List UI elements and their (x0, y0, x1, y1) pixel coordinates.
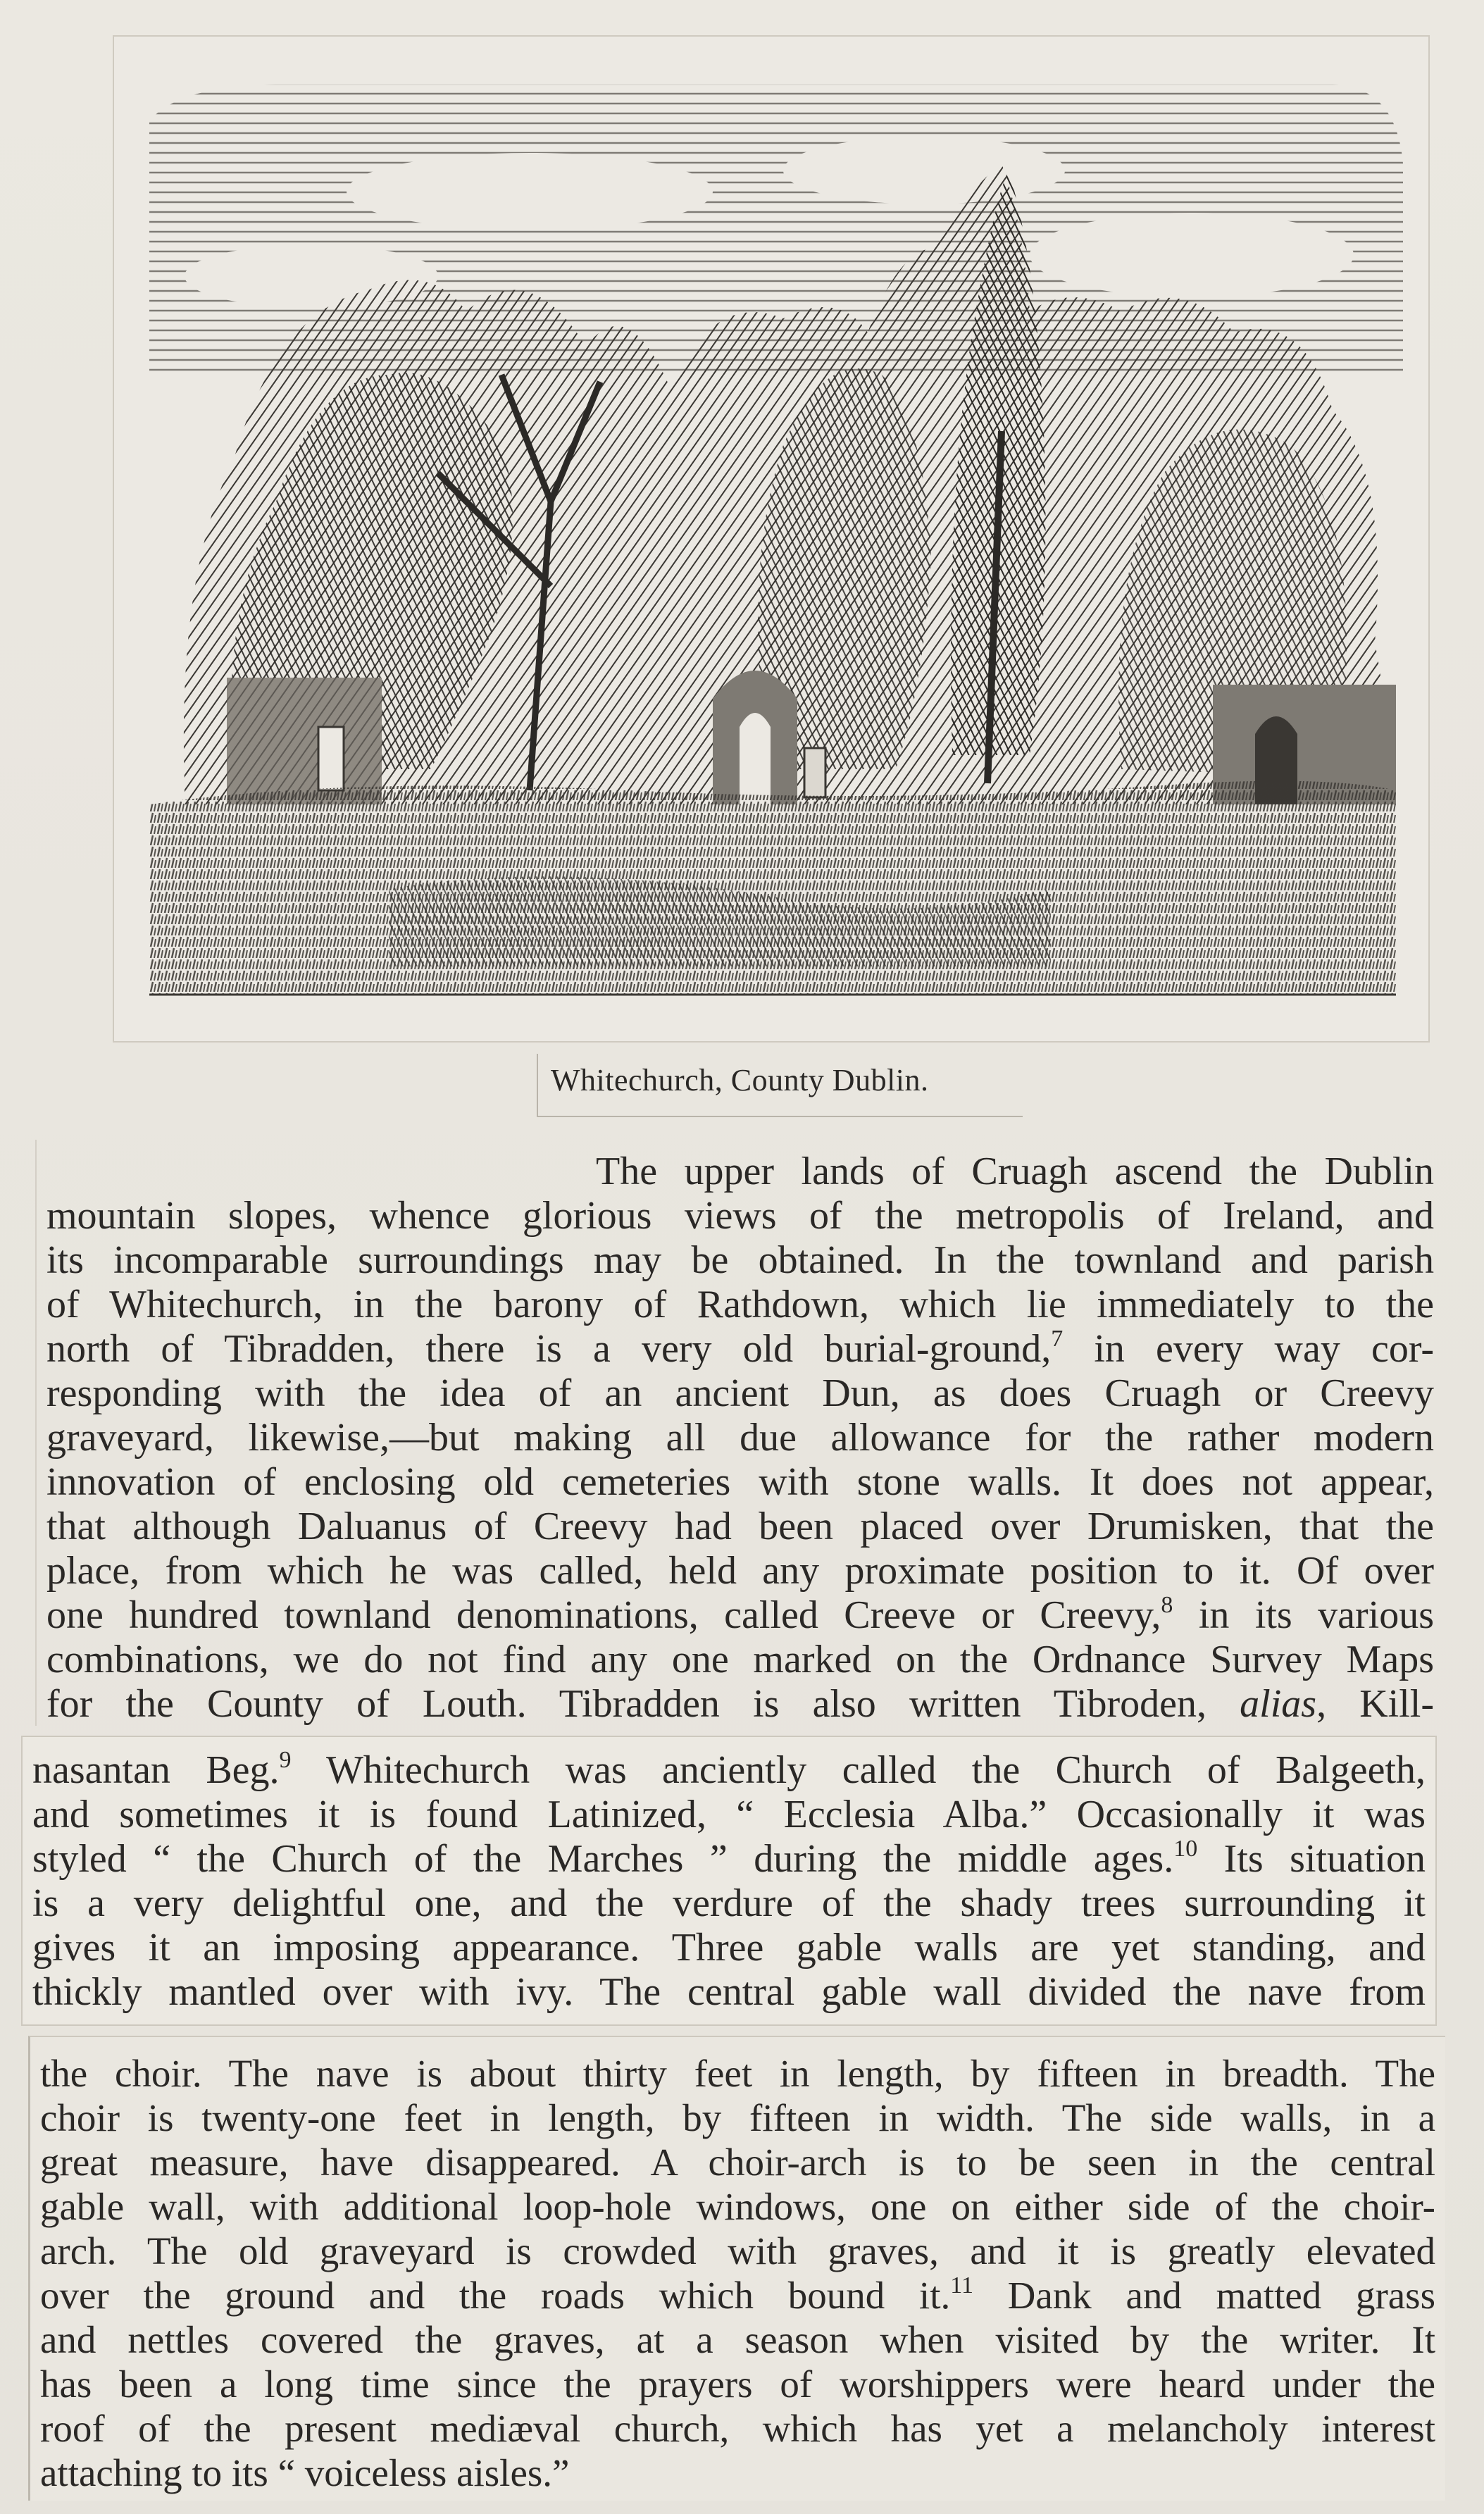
text-line-body: of Whitechurch, in the barony of Rathdown, which lie immediately to the (46, 1283, 1434, 1326)
text-line-body: attaching to its “ voiceless aisles.” (40, 2451, 570, 2494)
whitechurch-engraving (135, 79, 1410, 1044)
text-line-body: gives it an imposing appearance. Three gable walls are yet standing, and (32, 1926, 1426, 1969)
text-line-tail: , Kill- (1316, 1682, 1434, 1726)
text-line-body: one hundred townland denominations, called Creeve or Creevy, (46, 1593, 1161, 1637)
text-line (46, 1460, 1434, 1505)
text-line-body: arch. The old graveyard is crowded with graves, and it is greatly elevated (40, 2229, 1435, 2272)
text-line (46, 1682, 1434, 1726)
text-line (46, 1194, 1434, 1238)
text-line (46, 1638, 1434, 1682)
text-line (40, 2317, 1435, 2362)
text-line (32, 1881, 1426, 1926)
text-line (46, 1238, 1434, 1283)
text-line (40, 2451, 1435, 2495)
text-line-tail: in every way cor- (1063, 1327, 1434, 1371)
text-line-tail: Its situation (1197, 1837, 1426, 1881)
text-line-body: place, from which he was called, held any proximate position to it. Of over (46, 1549, 1434, 1593)
text-line (40, 2051, 1435, 2096)
text-line (40, 2362, 1435, 2406)
text-line (40, 2184, 1435, 2229)
text-line-body: roof of the present mediæval church, which has yet a melancholy interest (40, 2407, 1435, 2450)
text-line (40, 2273, 1435, 2317)
text-line (46, 1283, 1434, 1327)
text-line (46, 1505, 1434, 1549)
footnote-marker: 9 (279, 1747, 292, 1773)
text-line (40, 2229, 1435, 2273)
footnote-marker: 10 (1173, 1836, 1198, 1862)
text-line-body: and sometimes it is found Latinized, “ Ecclesia Alba.” Occasionally it was (32, 1793, 1426, 1836)
text-line (46, 1327, 1434, 1371)
text-line-tail: Dank and matted grass (973, 2274, 1435, 2317)
text-line-tail: Whitechurch was anciently called the Church of Balgeeth, (291, 1748, 1426, 1792)
caption-box (537, 1054, 1023, 1117)
text-clipping-1 (35, 1140, 1444, 1726)
text-line-body: combinations, we do not find any one marked on the Ordnance Survey Maps (46, 1638, 1434, 1681)
text-line-body: has been a long time since the prayers of worshippers were heard under the (40, 2363, 1435, 2406)
text-line-body: north of Tibradden, there is a very old burial-ground, (46, 1327, 1052, 1371)
text-line-body: the choir. The nave is about thirty feet in length, by fifteen in breadth. The (40, 2052, 1435, 2095)
text-line-body: responding with the idea of an ancient Dun, as does Cruagh or Creevy (46, 1371, 1434, 1415)
text-line-body: thickly mantled over with ivy. The central gable wall divided the nave from (32, 1970, 1426, 2014)
text-line-body: styled “ the Church of the Marches ” during the middle ages. (32, 1837, 1174, 1881)
text-clipping-3 (28, 2036, 1445, 2501)
text-line (40, 2406, 1435, 2451)
text-line (40, 2140, 1435, 2184)
text-line (46, 1371, 1434, 1416)
text-line (32, 1793, 1426, 1837)
text-line (32, 1837, 1426, 1881)
text-line-body: that although Daluanus of Creevy had been placed over Drumisken, that the (46, 1505, 1434, 1548)
footnote-marker: 11 (950, 2272, 973, 2298)
text-line (46, 1416, 1434, 1460)
text-line-body: nasantan Beg. (32, 1748, 280, 1792)
text-line (46, 1549, 1434, 1593)
figure-caption: Whitechurch, County Dublin. (551, 1063, 929, 1097)
text-line-body: The upper lands of Cruagh ascend the Dublin (596, 1150, 1434, 1193)
italic-word: alias (1240, 1682, 1317, 1726)
text-line-body: gable wall, with additional loop-hole windows, one on either side of the choir- (40, 2185, 1435, 2228)
paragraph-lines (46, 1150, 1434, 1726)
footnote-marker: 7 (1051, 1326, 1064, 1352)
text-line-body: its incomparable surroundings may be obtained. In the townland and parish (46, 1238, 1434, 1282)
text-line-body: for the County of Louth. Tibradden is also written Tibroden, (46, 1682, 1240, 1726)
footnote-marker: 8 (1161, 1592, 1173, 1618)
text-line (40, 2096, 1435, 2140)
text-line-body: choir is twenty-one feet in length, by fifteen in width. The side walls, in a (40, 2096, 1435, 2139)
text-line (32, 1748, 1426, 1793)
text-line (46, 1150, 1434, 1194)
text-line-body: mountain slopes, whence glorious views of the metropolis of Ireland, and (46, 1194, 1434, 1238)
text-line (32, 1970, 1426, 2015)
paragraph-lines (40, 2051, 1435, 2495)
text-line-body: innovation of enclosing old cemeteries with stone walls. It does not appear, (46, 1460, 1434, 1504)
paragraph-lines (32, 1748, 1426, 2015)
text-line (46, 1593, 1434, 1638)
text-line-body: and nettles covered the graves, at a season when visited by the writer. It (40, 2318, 1435, 2361)
text-line-tail: in its various (1173, 1593, 1435, 1637)
text-line-body: graveyard, likewise,—but making all due allowance for the rather modern (46, 1416, 1434, 1460)
text-clipping-2 (21, 1736, 1437, 2026)
engraving-frame (113, 35, 1430, 1043)
text-line (32, 1926, 1426, 1970)
text-line-body: over the ground and the roads which bound it. (40, 2274, 951, 2317)
text-line-body: is a very delightful one, and the verdure of the shady trees surrounding it (32, 1881, 1426, 1925)
text-line-body: great measure, have disappeared. A choir-arch is to be seen in the central (40, 2141, 1435, 2184)
